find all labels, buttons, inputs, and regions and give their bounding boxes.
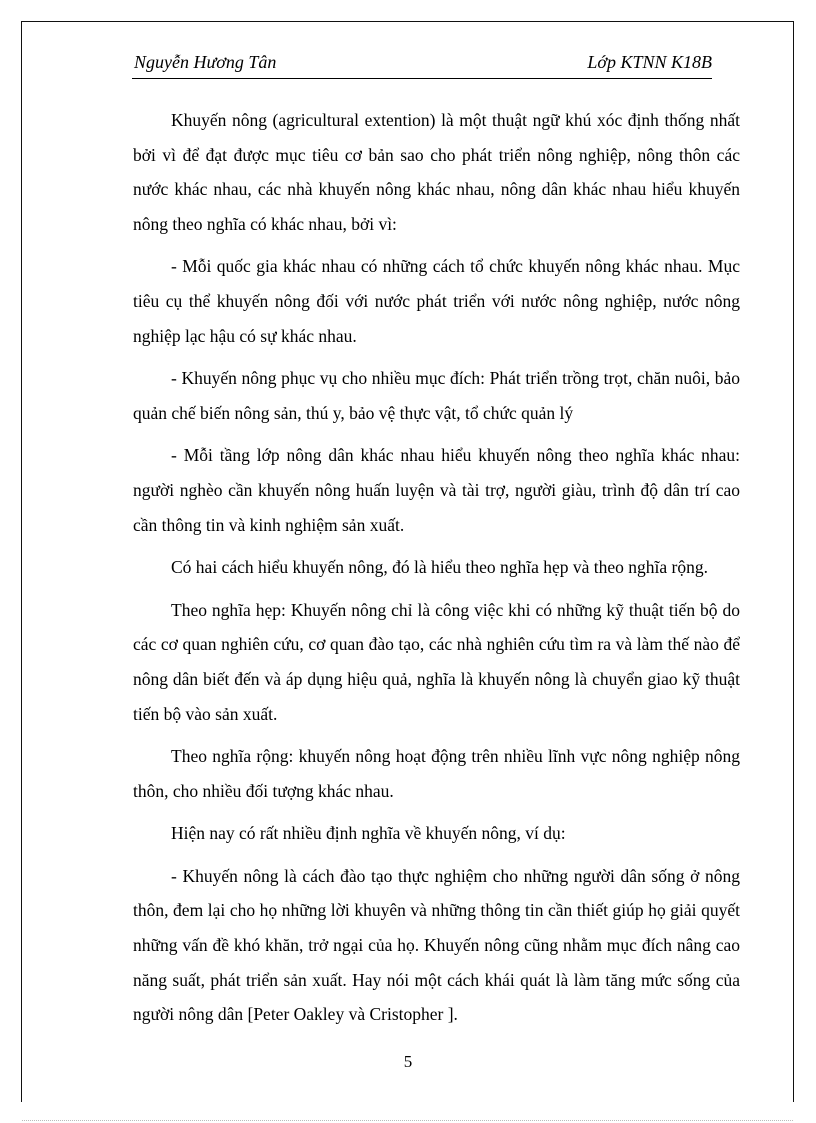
- paragraph: Theo nghĩa rộng: khuyến nông hoạt động trên nhiều lĩnh vực nông nghiệp nông thôn, cho nhiều đối tượng khác nhau.: [133, 746, 740, 801]
- paragraph: - Khuyến nông phục vụ cho nhiều mục đích: Phát triển trồng trọt, chăn nuôi, bảo quản chế biến nông sản, thú y, bảo vệ thực vật, tổ chức quản lý: [133, 368, 740, 423]
- page-number: 5: [403, 1052, 413, 1071]
- paragraph: Hiện nay có rất nhiều định nghĩa về khuyến nông, ví dụ:: [171, 823, 566, 844]
- page-header: [132, 50, 712, 79]
- frame-top-border: [22, 21, 793, 22]
- frame-right-border: [793, 21, 794, 1102]
- paragraph: Khuyến nông (agricultural extention) là một thuật ngữ khú xóc định thống nhất bởi vì để đạt được mục tiêu cơ bản sao cho phát triển nông nghiệp, nông thôn các nước khác nhau, các nhà khuyến nông khác nhau, nông dân khác nhau hiểu khuyến nông theo nghĩa có khác nhau, bởi vì:: [133, 110, 740, 234]
- document-body: [133, 103, 740, 1040]
- paragraph: - Mỗi tầng lớp nông dân khác nhau hiểu khuyến nông theo nghĩa khác nhau: người nghèo cần khuyến nông huấn luyện và tài trợ, người giàu, trình độ dân trí cao cần thông tin và kinh nghiệm sản xuất.: [133, 445, 740, 535]
- frame-bottom-border: [22, 1120, 793, 1121]
- paragraph: - Khuyến nông là cách đào tạo thực nghiệm cho những người dân sống ở nông thôn, đem lại cho họ những lời khuyên và những thông tin cần thiết giúp họ giải quyết những vấn đề khó khăn, trở ngại của họ. Khuyến nông cũng nhằm mục đích nâng cao năng suất, phát triển sản xuất. Hay nói một cách khái quát là làm tăng mức sống của người nông dân [Peter Oakley và Cristopher ].: [133, 865, 740, 1025]
- paragraph: Có hai cách hiểu khuyến nông, đó là hiểu theo nghĩa hẹp và theo nghĩa rộng.: [171, 557, 709, 578]
- header-class-name: Lớp KTNN K18B: [587, 52, 712, 72]
- paragraph: Theo nghĩa hẹp: Khuyến nông chỉ là công việc khi có những kỹ thuật tiến bộ do các cơ quan nghiên cứu, cơ quan đào tạo, các nhà nghiên cứu tìm ra và làm thế nào để nông dân biết đến và áp dụng hiệu quả, nghĩa là khuyến nông là chuyển giao kỹ thuật tiến bộ vào sản xuất.: [133, 599, 740, 724]
- paragraph: - Mỗi quốc gia khác nhau có những cách tổ chức khuyến nông khác nhau. Mục tiêu cụ thể khuyến nông đối với nước phát triển với nước nông nghiệp, nước nông nghiệp lạc hậu có sự khác nhau.: [133, 256, 740, 346]
- header-author: Nguyễn Hương Tân: [134, 52, 277, 72]
- frame-left-border: [21, 21, 22, 1102]
